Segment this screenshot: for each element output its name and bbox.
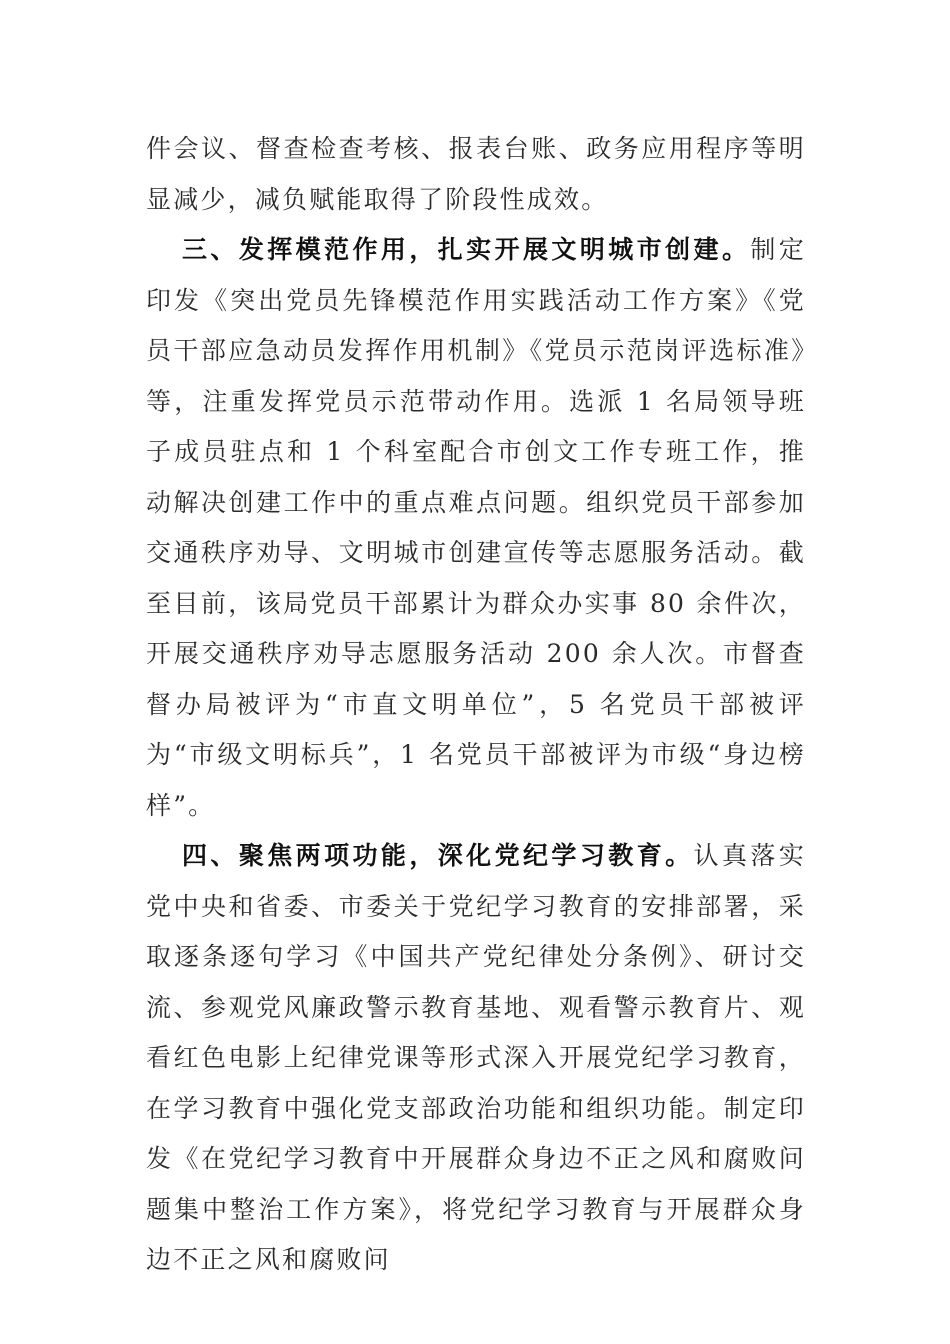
paragraph-section-four: [146, 831, 806, 1286]
paragraph-text: 制定印发《突出党员先锋模范作用实践活动工作方案》《党员干部应急动员发挥作用机制》《党员示范岗评选标准》等，注重发挥党员示范带动作用。选派 1 名局领导班子成员驻点和 1 个科室配合市创文工作专班工作，推动解决创建工作中的重点难点问题。组织党员干部参加交通秩序劝导、文明城市创建宣传等志愿服务活动。截至目前，该局党员干部累计为群众办实事 80 余件次，开展交通秩序劝导志愿服务活动 200 余人次。市督查督办局被评为“市直文明单位”，5 名党员干部被评为“市级文明标兵”，1 名党员干部被评为市级“身边榜样”。: [146, 235, 806, 820]
section-heading-three: 三、发挥模范作用，扎实开展文明城市创建。: [182, 235, 751, 264]
document-body: [146, 124, 806, 1286]
section-heading-four: 四、聚焦两项功能，深化党纪学习教育。: [182, 841, 694, 870]
paragraph-text: 件会议、督查检查考核、报表台账、政务应用程序等明显减少，减负赋能取得了阶段性成效。: [146, 134, 806, 214]
paragraph-continuation: [146, 124, 806, 225]
paragraph-text: 认真落实党中央和省委、市委关于党纪学习教育的安排部署，采取逐条逐句学习《中国共产党纪律处分条例》、研讨交流、参观党风廉政警示教育基地、观看警示教育片、观看红色电影上纪律党课等形式深入开展党纪学习教育，在学习教育中强化党支部政治功能和组织功能。制定印发《在党纪学习教育中开展群众身边不正之风和腐败问题集中整治工作方案》，将党纪学习教育与开展群众身边不正之风和腐败问: [146, 841, 806, 1274]
paragraph-section-three: [146, 225, 806, 831]
